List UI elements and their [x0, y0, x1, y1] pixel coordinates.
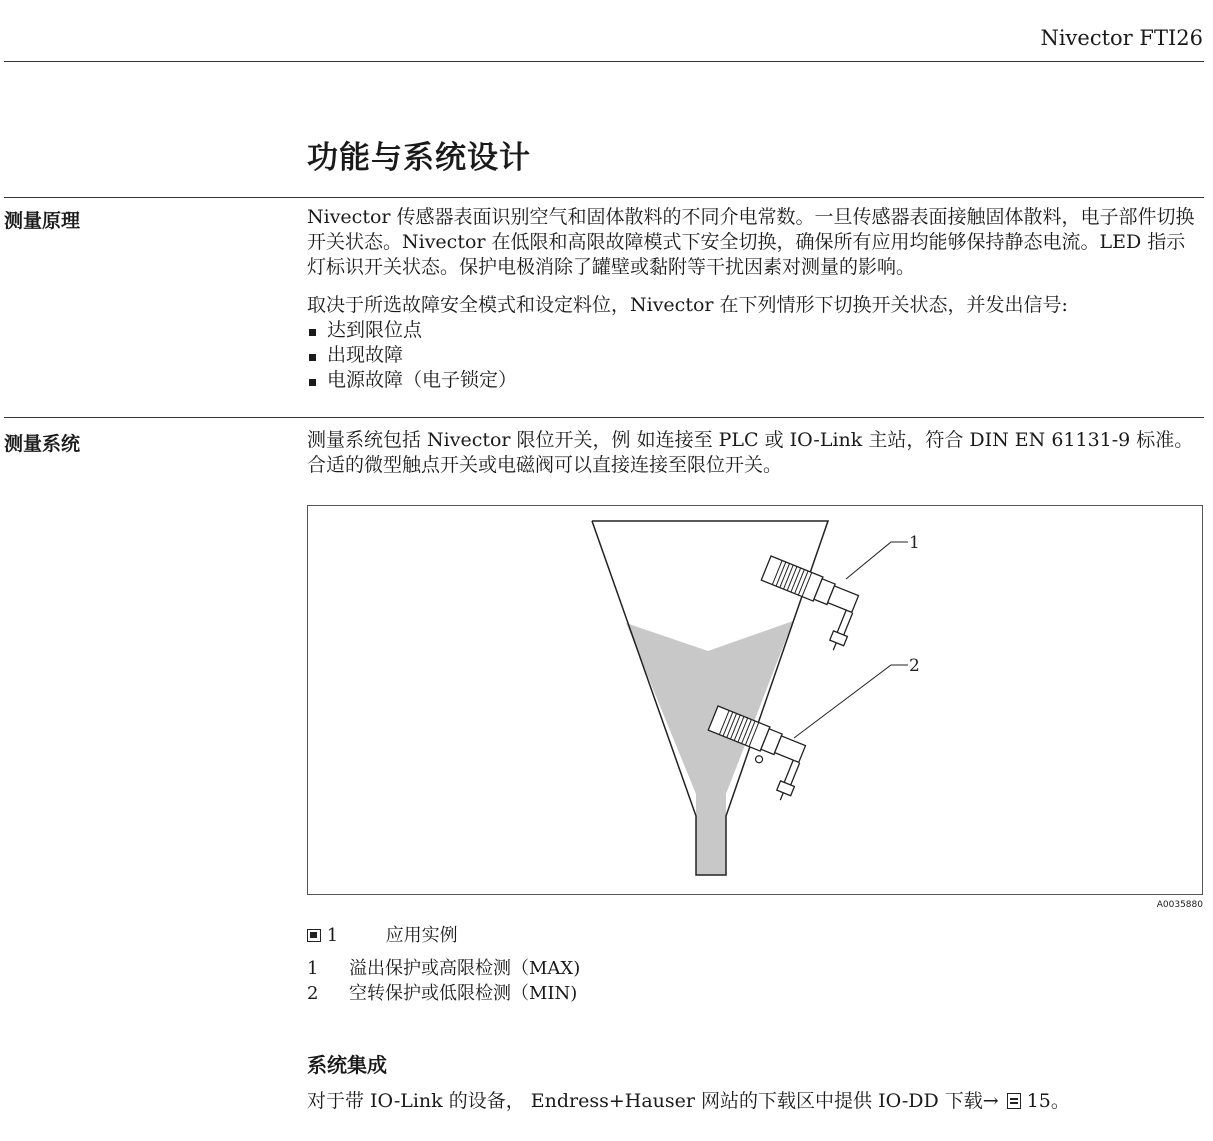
switching-conditions-list	[307, 318, 517, 393]
callout-line-1	[846, 542, 908, 579]
application-example-figure	[307, 505, 1203, 895]
page-title: 功能与系统设计	[307, 140, 531, 176]
legend-number: 1	[307, 958, 319, 979]
section-label-measuring-principle: 测量原理	[4, 210, 81, 232]
list-item: 出现故障	[307, 343, 517, 368]
callout-label-1: 1	[909, 533, 920, 553]
figure-icon	[307, 929, 321, 942]
list-item: 电源故障（电子锁定）	[307, 368, 517, 393]
measuring-system-paragraph: 测量系统包括 Nivector 限位开关，例 如连接至 PLC 或 IO-Link 主站，符合 DIN EN 61131-9 标准。合适的微型触点开关或电磁阀可以直接连接至限位开关。	[307, 429, 1194, 476]
header-divider	[4, 61, 1204, 62]
figure-code: A0035880	[1156, 900, 1203, 910]
section-divider	[4, 197, 1204, 198]
legend-item	[307, 981, 580, 1006]
figure-caption	[307, 921, 458, 947]
section-divider	[4, 417, 1204, 418]
callout-label-2: 2	[909, 656, 920, 676]
section-label-measuring-system: 测量系统	[4, 433, 81, 455]
legend-text: 空转保护或低限检测（MIN)	[349, 983, 578, 1004]
legend-text: 溢出保护或高限检测（MAX)	[349, 958, 581, 979]
figure-legend	[307, 956, 580, 1006]
legend-number: 2	[307, 983, 319, 1004]
callout-line-2	[794, 665, 908, 738]
page-reference-icon	[1007, 1093, 1021, 1109]
page-reference-link[interactable]: 15。	[1026, 1090, 1070, 1112]
document-header-title: Nivector FTI26	[1040, 26, 1203, 50]
silo-illustration	[308, 506, 1202, 894]
figure-caption-number: 1	[326, 925, 339, 946]
system-integration-paragraph	[307, 1086, 1070, 1113]
switching-conditions-paragraph: 取决于所选故障安全模式和设定料位，Nivector 在下列情形下切换开关状态，并发出信号:	[307, 294, 1068, 316]
list-item: 达到限位点	[307, 318, 517, 343]
system-integration-text: 对于带 IO-Link 的设备， Endress+Hauser 网站的下载区中提供 IO-DD 下载→	[307, 1090, 999, 1112]
system-integration-heading: 系统集成	[307, 1053, 387, 1077]
legend-item	[307, 956, 580, 981]
figure-caption-text: 应用实例	[385, 925, 458, 946]
measuring-principle-paragraph: Nivector 传感器表面识别空气和固体散料的不同介电常数。一旦传感器表面接触固体散料，电子部件切换开关状态。Nivector 在低限和高限故障模式下安全切换，确保所有应用均能够保持静态电流。LED 指示灯标识开关状态。保护电极消除了罐壁或黏附等干扰因素对测量的影响。	[307, 206, 1195, 278]
